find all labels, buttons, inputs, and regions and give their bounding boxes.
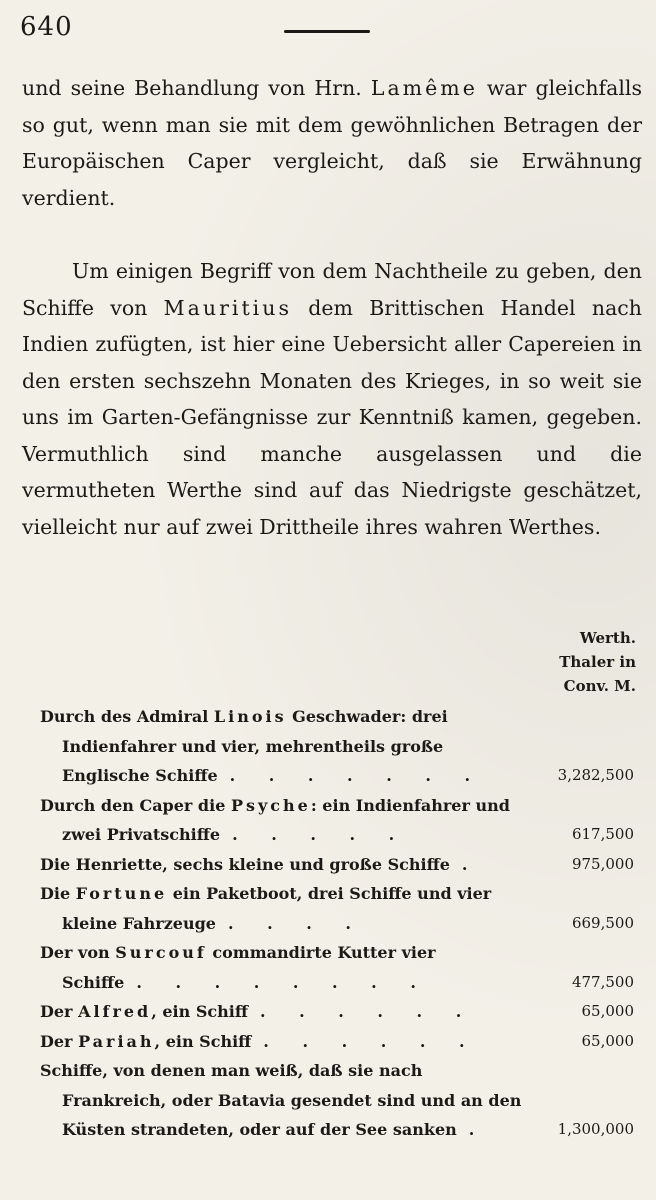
entry-leader-dots: . . . . . . . . — [136, 972, 430, 992]
paragraph-2-text-b: dem Brittischen Handel nach Indien zufügten, ist hier eine Uebersicht aller Capereien in den ersten sechszehn Monaten des Krieges, in so weit sie uns im Garten-Gefängnisse zur Kenntniß kamen, gegeben. Vermuthlich sind manche ausgelassen und die vermutheten Werthe sind auf das Niedrigste geschätzet, vielleicht nur auf zwei Drittheile ihres wahren Werthes. — [22, 295, 642, 539]
entry-text-a: Schiffe, von denen man weiß, daß sie nach Frankreich, oder Batavia gesendet sind und an den Küsten strandeten, oder auf der See sanken — [40, 1061, 522, 1139]
entry-text-a: Die — [40, 884, 76, 903]
entry-description — [40, 1027, 530, 1057]
entry-text-b: commandirte Kutter vier Schiffe — [62, 943, 436, 992]
entry-value: 3,282,500 — [557, 766, 634, 784]
entry-name: Psyche — [230, 795, 311, 815]
entry-leader-dots: . . . . . . — [259, 1002, 476, 1021]
entry-value: 975,000 — [571, 854, 634, 873]
entry-leader-dots: . . . . . . — [263, 1031, 479, 1051]
capture-entry — [40, 1056, 636, 1145]
entry-text-b: ein Paketboot, drei Schiffe und vier kleine Fahrzeuge — [62, 884, 492, 933]
entry-value: 617,500 — [571, 825, 634, 843]
entry-text-a: Durch des Admiral — [40, 707, 214, 726]
entry-text-a: Der — [40, 1031, 79, 1051]
entry-description — [40, 938, 530, 997]
paragraph-1-text-a: und seine Behandlung von Hrn. — [22, 76, 371, 100]
capture-entry — [40, 702, 636, 791]
entry-text-a: Der von — [40, 943, 116, 962]
entry-text-a: Durch den Caper die — [40, 795, 231, 815]
entry-name: Surcouf — [115, 943, 207, 962]
value-header-line-3: Conv. M. — [563, 677, 636, 695]
entry-description — [40, 791, 530, 850]
entry-text-b: , ein Schiff — [154, 1031, 252, 1051]
paragraph-2-name: Mauritius — [163, 295, 292, 320]
paragraph-1 — [22, 70, 642, 216]
capture-entry — [40, 938, 636, 997]
page-number: 640 — [20, 12, 73, 42]
paragraph-1-text-b: war gleichfalls so gut, wenn man sie mit dem gewöhnlichen Betragen der Europäischen Caper vergleicht, daß sie Erwähnung verdient. — [22, 76, 642, 210]
entry-text-b: : ein Indienfahrer und zwei Privatschiffe — [62, 795, 510, 844]
entry-name: Pariah — [78, 1031, 155, 1051]
capture-entry — [40, 879, 636, 938]
entry-name: Fortune — [75, 884, 168, 903]
entry-leader-dots: . — [461, 854, 482, 874]
entry-description — [40, 850, 530, 880]
entry-text-b: Geschwader: drei Indienfahrer und vier, mehrentheils große Englische Schiffe — [62, 707, 448, 785]
capture-list — [40, 702, 636, 1145]
entry-leader-dots: . — [468, 1120, 489, 1139]
entry-value: 669,500 — [571, 913, 634, 932]
entry-text-a: Die Henriette, sechs kleine und große Schiffe — [40, 854, 450, 874]
entry-description — [40, 879, 530, 938]
paragraph-1-name: Lamême — [370, 76, 478, 100]
entry-value: 65,000 — [581, 1002, 634, 1020]
capture-entry — [40, 997, 636, 1027]
entry-name: Linois — [213, 707, 287, 726]
paragraph-2 — [22, 253, 642, 545]
header-rule — [284, 30, 370, 33]
entry-description — [40, 702, 530, 791]
entry-value: 65,000 — [581, 1031, 634, 1050]
entry-value: 477,500 — [571, 972, 634, 991]
capture-entry — [40, 791, 636, 850]
entry-leader-dots: . . . . . . . — [229, 766, 485, 785]
capture-entry — [40, 1027, 636, 1057]
entry-value: 1,300,000 — [557, 1120, 634, 1138]
value-header-line-1: Werth. — [579, 629, 636, 647]
value-header-line-2: Thaler in — [559, 653, 636, 671]
entry-text-a: Der — [40, 1002, 79, 1021]
entry-leader-dots: . . . . . — [232, 825, 409, 844]
entry-description — [40, 1056, 530, 1145]
entry-name: Alfred — [78, 1002, 152, 1021]
entry-text-b: , ein Schiff — [151, 1002, 248, 1021]
entry-description — [40, 997, 530, 1027]
paragraph-2-text-a: Um einigen Begriff von dem Nachtheile zu geben, den Schiffe von — [22, 259, 642, 320]
entry-leader-dots: . . . . — [227, 913, 365, 933]
value-column-header — [559, 626, 636, 698]
capture-entry — [40, 850, 636, 880]
